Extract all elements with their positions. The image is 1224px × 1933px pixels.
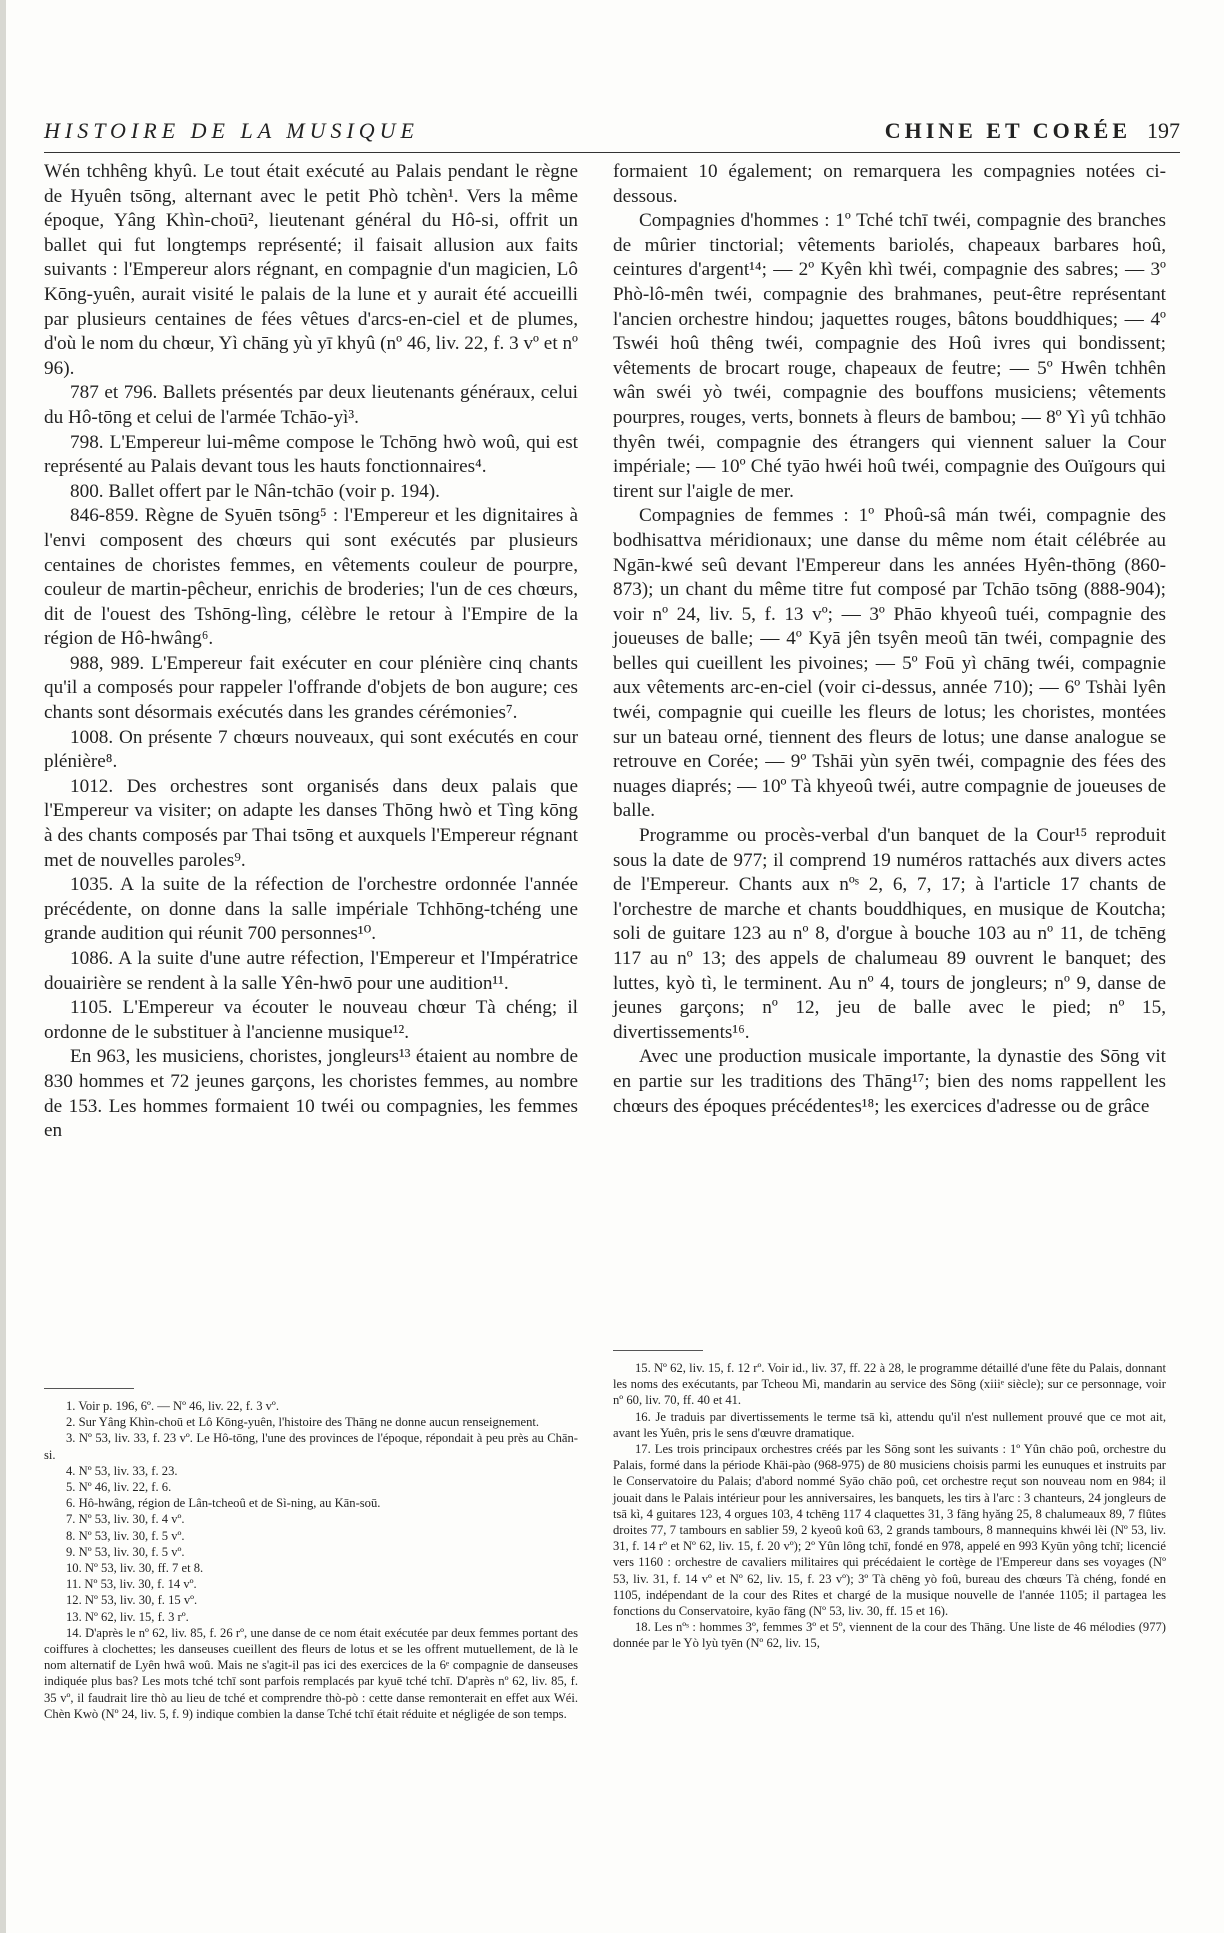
footnote: 5. Nº 46, liv. 22, f. 6. (66, 1480, 172, 1495)
left-column (44, 160, 578, 1144)
paragraph: Wén tchhêng khyû. Le tout était exécuté au Palais pendant le règne de Hyuên tsōng, alternant avec le petit Phò tchèn¹. Vers la même époque, Yâng Khìn-choū², lieutenant général du Hô-si, offrit un ballet qui fut longtemps représenté; il faisait allusion aux faits suivants : l'Empereur alors régnant, en compagnie d'un magicien, Lô Kōng-yuên, aurait visité le palais de la lune et y aurait été accueilli par plusieurs centaines de fées vêtues d'arcs-en-ciel et de plumes, d'où le nom du chœur, Yì chāng yù yī khyû (nº 46, liv. 22, f. 3 vº et nº 96). (44, 161, 578, 379)
paragraph: En 963, les musiciens, choristes, jongleurs¹³ étaient au nombre de 830 hommes et 72 jeunes garçons, les choristes femmes, au nombre de 153. Les hommes formaient 10 twéi ou compagnies, les femmes en (44, 1046, 578, 1142)
page-number: 197 (1147, 118, 1180, 143)
footnote: 15. Nº 62, liv. 15, f. 12 rº. Voir id., liv. 37, ff. 22 à 28, le programme détaillé d'une fête du Palais, donnant les noms des exécutants, par Tcheou Mì, mandarin au service des Sōng (xiiiᵉ siècle); sur ce personnage, voir nº 60, liv. 70, ff. 40 et 41. (613, 1361, 1166, 1408)
footnote: 1. Voir p. 196, 6º. — Nº 46, liv. 22, f. 3 vº. (66, 1399, 279, 1413)
paragraph: Programme ou procès-verbal d'un banquet de la Cour¹⁵ reproduit sous la date de 977; il comprend 19 numéros rattachés aux divers actes de l'Empereur. Chants aux nºˢ 2, 6, 7, 17; à l'article 17 chants de l'orchestre de marche et chants bouddhiques, en musique de Koutcha; soli de guitare 123 au nº 8, d'orgue à bouche 103 au nº 11, de tchēng 117 au nº 13; des appels de chalumeau 89 ouvrent le banquet; des luttes, kyò tì, le terminent. Au nº 4, tours de jongleurs; nº 9, danse de jeunes garçons; nº 12, jeu de balle avec le pied; nº 15, divertissements¹⁶. (613, 825, 1166, 1043)
paragraph: 1105. L'Empereur va écouter le nouveau chœur Tà chéng; il ordonne de le substituer à l'ancienne musique¹². (44, 997, 578, 1043)
footnote-separator (613, 1350, 703, 1351)
footnote: 13. Nº 62, liv. 15, f. 3 rº. (66, 1609, 189, 1624)
running-title-left: HISTOIRE DE LA MUSIQUE (44, 118, 419, 143)
footnote: 17. Les trois principaux orchestres créés par les Sōng sont les suivants : 1º Yûn chāo poû, orchestre du Palais, formé dans la période Khāi-pào (968-975) de 80 musiciens choisis parmi les eunuques et instruits par le Conservatoire du Palais; d'abord nommé Syāo chāo poû, cet orchestre reçut son nouveau nom en 984; il jouait dans le Palais intérieur pour les anniversaires, les banquets, les tirs à l'arc : 3 chanteurs, 24 jongleurs de tsā kì, 4 guitares 123, 4 orgues 103, 4 tchēng 117 4 claquettes 31, 3 fāng hyǎng 25, 8 chalumeaux 89, 7 flûtes droites 77, 7 tambours en sablier 59, 2 kyeoû koû 63, 2 grands tambours, 8 mannequins khwéi lèi (Nº 53, liv. 31, f. 14 rº et Nº 62, liv. 15, f. 20 vº); 2º Yûn lông tchī, fondé en 978, appelé en 993 Kyūn yông tchī; licencié vers 1160 : orchestre de cavaliers militaires qui précédaient le cortège de l'Empereur dans ses voyages (Nº 53, liv. 31, f. 14 vº et Nº 62, liv. 15, f. 23 vº); 3º Tà chēng yò foû, bureau des chœurs Tà chéng, fondé en 1105, indépendant de la cour des Rites et chargé de la musique nouvelle de l'année 1105; il partagea les fonctions du Conservatoire, kyāo fāng (Nº 53, liv. 30, ff. 15 et 16). (613, 1442, 1166, 1619)
footnote: 3. Nº 53, liv. 33, f. 23 vº. Le Hô-tōng, l'une des provinces de l'époque, répondait à peu près au Chān-si. (44, 1431, 578, 1462)
running-title-right (885, 118, 1180, 144)
footnote: 18. Les nºˢ : hommes 3º, femmes 3º et 5º, viennent de la cour des Thāng. Une liste de 46 mélodies (977) donnée par le Yò lyù tyēn (Nº 62, liv. 15, (613, 1620, 1166, 1651)
paragraph: 800. Ballet offert par le Nân-tchāo (voir p. 194). (70, 480, 440, 502)
right-column (613, 160, 1166, 1119)
paragraph: 988, 989. L'Empereur fait exécuter en cour plénière cinq chants qu'il a composés pour rappeler l'offrande d'objets de bon augure; ces chants sont désormais exécutés dans les grandes cérémonies⁷. (44, 652, 578, 724)
paragraph: 1012. Des orchestres sont organisés dans deux palais que l'Empereur va visiter; on adapte les danses Thōng hwò et Tìng kōng à des chants composés par Thai tsōng et auxquels l'Empereur régnant met de nouvelles paroles⁹. (44, 775, 578, 871)
running-title-right-text: CHINE ET CORÉE (884, 118, 1131, 143)
paragraph: formaient 10 également; on remarquera les compagnies notées ci-dessous. (613, 161, 1166, 207)
paragraph: Compagnies de femmes : 1º Phoû-sâ mán twéi, compagnie des bodhisattva méridionaux; une danse du même nom était célébrée au Ngān-kwé seû devant l'Empereur dans les années Hyên-thōng (860-873); un chant du même titre fut composé par Tchāo tsōng (888-904); voir nº 24, liv. 5, f. 13 vº; — 3º Phāo khyeoû tuéi, compagnie des joueuses de balle; — 4º Kyā jên tsyên meoû tān twéi, compagnie des belles qui cueillent les pivoines; — 5º Foū yì chāng twéi, compagnie aux vêtements arc-en-ciel (voir ci-dessus, année 710); — 6º Tshài lyên twéi, compagnie qui cueille les fleurs de lotus; les choristes, montées sur un bateau orné, tiennent des fleurs de lotus; une danse analogue se retrouve en Corée; — 9º Tshāi yùn syēn twéi, compagnie des fées des nuages diaprés; — 10º Tà khyeoû twéi, autre compagnie de joueuses de balle. (613, 505, 1166, 822)
paragraph: 798. L'Empereur lui-même compose le Tchōng hwò woû, qui est représenté au Palais devant tous les hauts fonctionnaires⁴. (44, 431, 578, 478)
footnote: 9. Nº 53, liv. 30, f. 5 vº. (66, 1544, 185, 1559)
page-edge (0, 0, 6, 1933)
footnotes-left (44, 1398, 578, 1722)
paragraph: 1086. A la suite d'une autre réfection, l'Empereur et l'Impératrice douairière se rendent à la salle Yên-hwō pour une audition¹¹. (44, 948, 578, 994)
footnote: 14. D'après le nº 62, liv. 85, f. 26 rº, une danse de ce nom était exécutée par deux femmes portant des coiffures à clochettes; les danseuses cueillent des fleurs de lotus et se les offrent mutuellement, de là le nom alternatif de Lyên hwâ woû. Mais ne s'agit-il pas ici des exercices de la 6ᵉ compagnie de danseuses indiquée plus bas? Les mots tché tchī sont parfois remplacés par kyuē tché tchī. D'après nº 62, liv. 85, f. 35 vº, il faudrait lire thò au lieu de tché et comprendre thò-pò : cette danse remonterait en effet aux Wéi. Chèn Kwò (Nº 24, liv. 5, f. 9) indique combien la danse Tché tchī était réduite et négligée de son temps. (44, 1625, 578, 1721)
paragraph: 846-859. Règne de Syuēn tsōng⁵ : l'Empereur et les dignitaires à l'envi composent des chœurs qui sont exécutés par plusieurs centaines de choristes femmes, en vêtements couleur de pourpre, couleur de martin-pêcheur, enrichis de broderies; l'un de ces chœurs, dit de l'ouest des Tshōng-lìng, célèbre le retour à l'Empire de la région de Hô-hwâng⁶. (44, 505, 578, 650)
footnote: 12. Nº 53, liv. 30, f. 15 vº. (66, 1593, 198, 1608)
paragraph: Avec une production musicale importante, la dynastie des Sōng vit en partie sur les traditions des Thāng¹⁷; bien des noms rappellent les chœurs des époques précédentes¹⁸; les exercices d'adresse ou de grâce (613, 1046, 1166, 1117)
running-header (44, 118, 1180, 152)
header-rule (44, 152, 1180, 153)
footnotes-right (613, 1360, 1166, 1652)
paragraph: 1008. On présente 7 chœurs nouveaux, qui sont exécutés en cour plénière⁸. (44, 726, 578, 773)
footnote: 10. Nº 53, liv. 30, ff. 7 et 8. (66, 1561, 204, 1576)
footnote: 16. Je traduis par divertissements le terme tsā kì, attendu qu'il n'est nullement prouvé que ce mot ait, avant les Yuên, pris le sens d'œuvre dramatique. (613, 1409, 1166, 1440)
footnote: 11. Nº 53, liv. 30, f. 14 vº. (66, 1577, 197, 1592)
paragraph: 787 et 796. Ballets présentés par deux lieutenants généraux, celui du Hô-tōng et celui de l'armée Tchāo-yì³. (44, 382, 578, 428)
paragraph: 1035. A la suite de la réfection de l'orchestre ordonnée l'année précédente, on donne dans la salle impériale Tchhōng-tchéng une grande audition qui réunit 700 personnes¹⁰. (44, 874, 578, 945)
paragraph: Compagnies d'hommes : 1º Tché tchī twéi, compagnie des branches de mûrier tinctorial; vêtements bariolés, chapeaux barbares hoû, ceintures d'argent¹⁴; — 2º Kyên khì twéi, compagnie des sabres; — 3º Phò-lô-mên twéi, compagnie des brahmanes, peut-être représentant l'ancien orchestre hindou; jaquettes rouges, bâtons bouddhiques; — 4º Tswéi hoû thêng twéi, compagnie des Hoû ivres qui bondissent; vêtements de brocart rouge, chapeaux de feutre; — 5º Hwên tchhên wân swéi yò twéi, compagnie des bouffons musiciens; vêtements pourpres, rouges, verts, bonnets à fleurs de bambou; — 8º Yì yû tchhāo thyên twéi, compagnie des étrangers qui viennent saluer la Cour impériale; — 10º Ché tyāo hwéi hoû twéi, compagnie des Ouïgours qui tirent sur l'aigle de mer. (613, 210, 1166, 502)
footnote: 8. Nº 53, liv. 30, f. 5 vº. (66, 1528, 185, 1543)
footnote: 7. Nº 53, liv. 30, f. 4 vº. (66, 1512, 185, 1527)
footnote: 4. Nº 53, liv. 33, f. 23. (66, 1463, 178, 1478)
footnote-separator (44, 1388, 134, 1389)
footnote: 2. Sur Yâng Khìn-choū et Lô Kōng-yuên, l'histoire des Thāng ne donne aucun renseignement. (66, 1415, 540, 1430)
footnote: 6. Hô-hwâng, région de Lân-tcheoû et de Sì-ning, au Kān-soū. (66, 1496, 381, 1511)
